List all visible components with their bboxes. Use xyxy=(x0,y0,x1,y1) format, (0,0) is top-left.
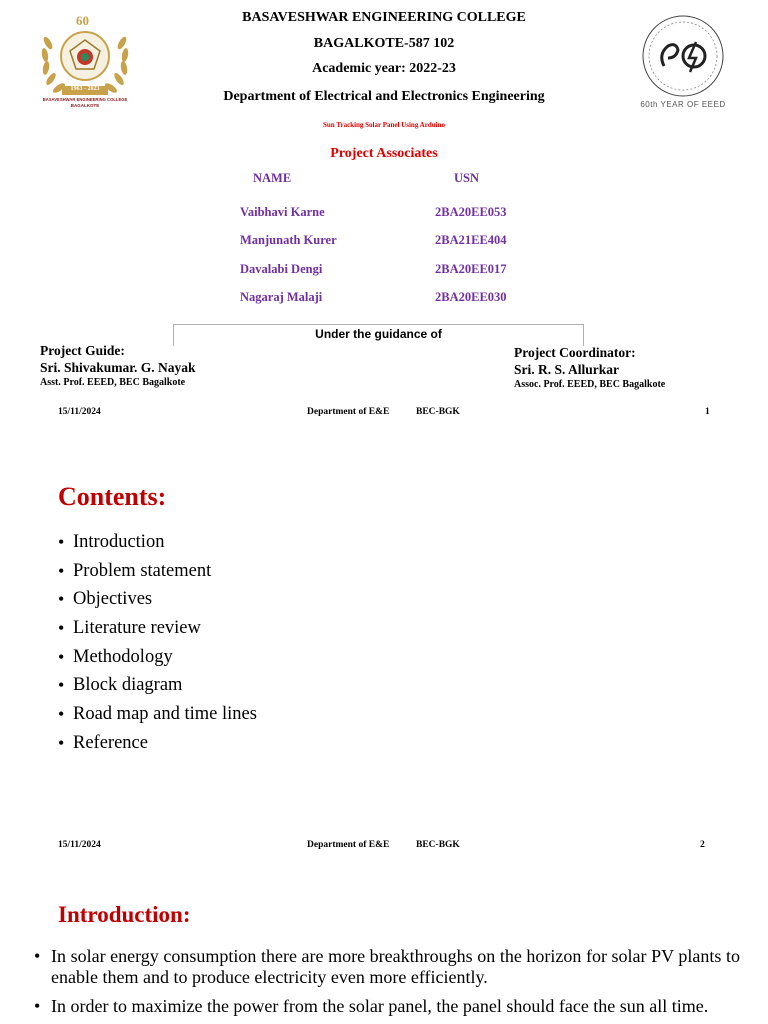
bullet-icon: • xyxy=(58,560,65,581)
bullet-icon: • xyxy=(58,646,65,667)
bullet-icon: • xyxy=(58,618,65,639)
footer-date: 15/11/2024 xyxy=(58,407,101,417)
list-item: • Objectives xyxy=(58,586,257,615)
guide-designation: Asst. Prof. EEED, BEC Bagalkote xyxy=(40,377,186,388)
list-item: • Literature review xyxy=(58,615,257,644)
list-item: • Methodology xyxy=(58,644,257,673)
bullet-icon: • xyxy=(34,946,41,966)
footer-department: Department of E&E xyxy=(307,407,390,417)
years-ribbon-text: 1963 - 2023 xyxy=(70,86,100,92)
coordinator-name: Sri. R. S. Allurkar xyxy=(514,362,620,377)
list-item: • Road map and time lines xyxy=(58,701,257,730)
coordinator-label: Project Coordinator: xyxy=(514,345,636,360)
name-column-header: NAME xyxy=(253,171,292,185)
bullet-icon: • xyxy=(58,589,65,610)
bullet-icon: • xyxy=(58,532,65,552)
academic-year: Academic year: 2022-23 xyxy=(312,61,456,76)
footer-department: Department of E&E xyxy=(307,840,390,850)
footer-date: 15/11/2024 xyxy=(58,840,101,850)
eeed-caption: 60th YEAR OF EEED xyxy=(640,100,726,109)
associate-name: Vaibhavi Karne xyxy=(240,205,325,219)
college-name: BASAVESHWAR ENGINEERING COLLEGE xyxy=(242,10,526,25)
footer-page-number: 2 xyxy=(700,840,705,850)
usn-column-header: USN xyxy=(454,171,480,185)
college-location: BAGALKOTE-587 102 xyxy=(313,36,455,51)
guide-name: Sri. Shivakumar. G. Nayak xyxy=(40,360,196,375)
list-item: • Reference xyxy=(58,730,257,759)
introduction-title: Introduction: xyxy=(58,902,191,927)
list-item: • Problem statement xyxy=(58,558,257,587)
associate-name: Manjunath Kurer xyxy=(240,233,337,247)
bullet-icon: • xyxy=(58,675,65,696)
list-item: • Block diagram xyxy=(58,672,257,701)
guidance-text: Under the guidance of xyxy=(315,327,442,341)
list-item: • In solar energy consumption there are more breakthroughs on the horizon for solar PV plants to enable them and to produce electricity even more efficiently. xyxy=(34,946,740,987)
associate-name: Nagaraj Malaji xyxy=(240,290,323,304)
contents-list xyxy=(58,529,257,759)
associate-usn: 2BA21EE404 xyxy=(435,233,507,247)
project-title: Sun Tracking Solar Panel Using Arduino xyxy=(323,121,445,129)
guide-label: Project Guide: xyxy=(40,343,125,358)
associate-usn: 2BA20EE053 xyxy=(435,205,507,219)
coordinator-designation: Assoc. Prof. EEED, BEC Bagalkote xyxy=(514,379,666,390)
bullet-icon: • xyxy=(58,732,65,753)
footer-org: BEC-BGK xyxy=(416,840,460,850)
bullet-icon: • xyxy=(34,996,41,1016)
bullet-icon: • xyxy=(58,704,65,725)
sixty-years-emblem-icon xyxy=(636,14,730,100)
anniversary-number: 60 xyxy=(76,13,89,28)
associates-heading: Project Associates xyxy=(330,146,438,161)
logo-caption-city: BAGALKOTE xyxy=(70,103,100,108)
list-item: • In order to maximize the power from the solar panel, the panel should face the sun all time. xyxy=(34,996,709,1016)
footer-org: BEC-BGK xyxy=(416,407,460,417)
introduction-list xyxy=(34,946,740,1024)
footer-page-number: 1 xyxy=(705,407,710,417)
associate-usn: 2BA20EE030 xyxy=(435,290,507,304)
list-item: • Introduction xyxy=(58,529,257,558)
department-name: Department of Electrical and Electronics Engineering xyxy=(223,89,545,104)
associate-usn: 2BA20EE017 xyxy=(435,262,507,276)
contents-title: Contents: xyxy=(58,482,167,511)
associate-name: Davalabi Dengi xyxy=(240,262,323,276)
logo-caption-college: BASAVESHWAR ENGINEERING COLLEGE xyxy=(42,97,128,102)
